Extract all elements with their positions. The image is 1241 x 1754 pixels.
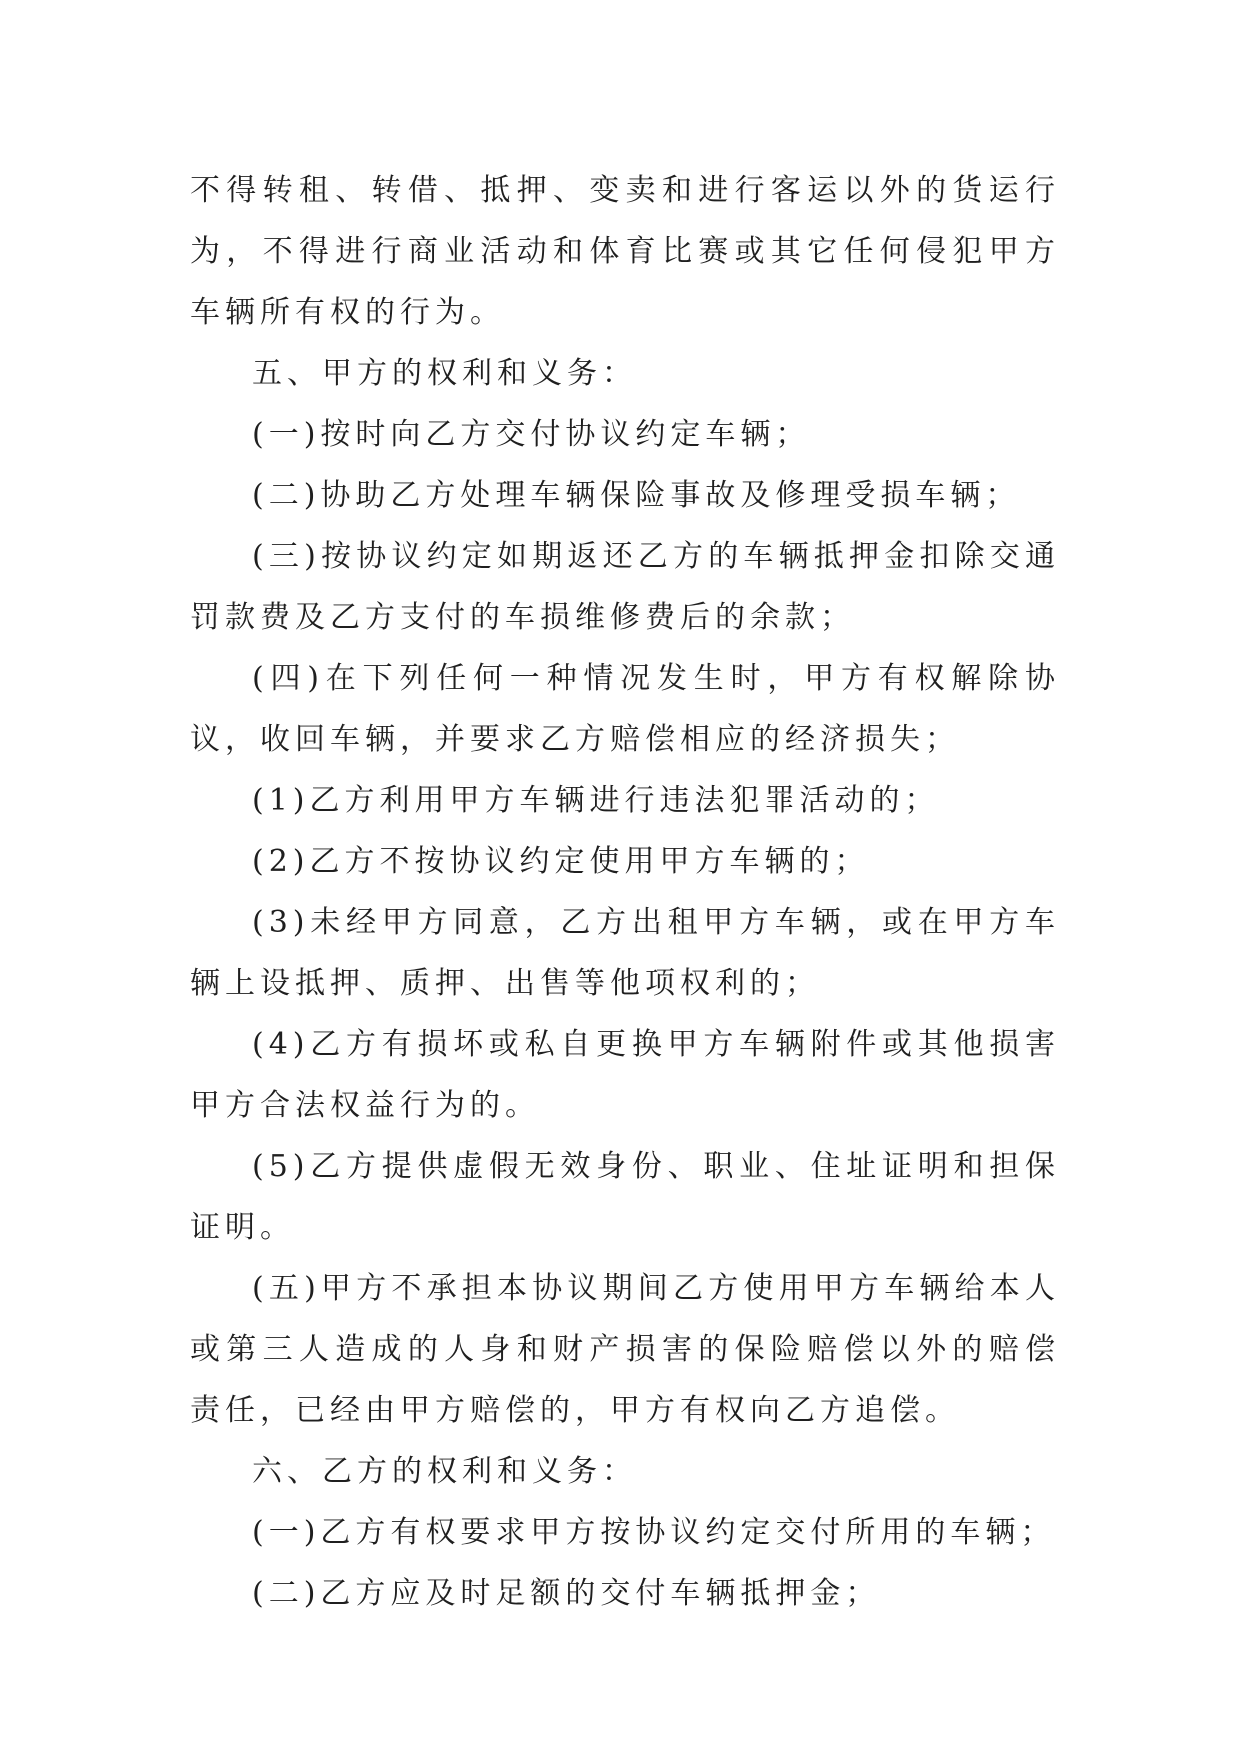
paragraph-a-5: (五)甲方不承担本协议期间乙方使用甲方车辆给本人或第三人造成的人身和财产损害的保险赔偿以外的赔偿责任，已经由甲方赔偿的，甲方有权向乙方追偿。 [190, 1271, 1060, 1428]
section-heading-party-a-rights: 五、甲方的权利和义务： [252, 356, 637, 391]
paragraph-a-3: (三)按协议约定如期返还乙方的车辆抵押金扣除交通罚款费及乙方支付的车损维修费后的余款； [190, 539, 1060, 635]
section-heading-party-b-rights: 六、乙方的权利和义务： [252, 1454, 637, 1489]
sub-item-4: (4)乙方有损坏或私自更换甲方车辆附件或其他损害甲方合法权益行为的。 [190, 1027, 1060, 1123]
document-body [190, 160, 1060, 1624]
paragraph-a-4: (四)在下列任何一种情况发生时，甲方有权解除协议，收回车辆，并要求乙方赔偿相应的经济损失； [190, 661, 1060, 757]
paragraph-b-1: (一)乙方有权要求甲方按协议约定交付所用的车辆； [252, 1515, 1056, 1550]
sub-item-2: (2)乙方不按协议约定使用甲方车辆的； [252, 844, 870, 879]
sub-item-3: (3)未经甲方同意，乙方出租甲方车辆，或在甲方车辆上设抵押、质押、出售等他项权利的； [190, 905, 1060, 1001]
paragraph-b-2: (二)乙方应及时足额的交付车辆抵押金； [252, 1576, 881, 1611]
paragraph-clause-continuation: 不得转租、转借、抵押、变卖和进行客运以外的货运行为，不得进行商业活动和体育比赛或其它任何侵犯甲方车辆所有权的行为。 [190, 173, 1060, 330]
sub-item-1: (1)乙方利用甲方车辆进行违法犯罪活动的； [252, 783, 940, 818]
sub-item-5: (5)乙方提供虚假无效身份、职业、住址证明和担保证明。 [190, 1149, 1060, 1245]
paragraph-a-2: (二)协助乙方处理车辆保险事故及修理受损车辆； [252, 478, 1021, 513]
paragraph-a-1: (一)按时向乙方交付协议约定车辆； [252, 417, 811, 452]
